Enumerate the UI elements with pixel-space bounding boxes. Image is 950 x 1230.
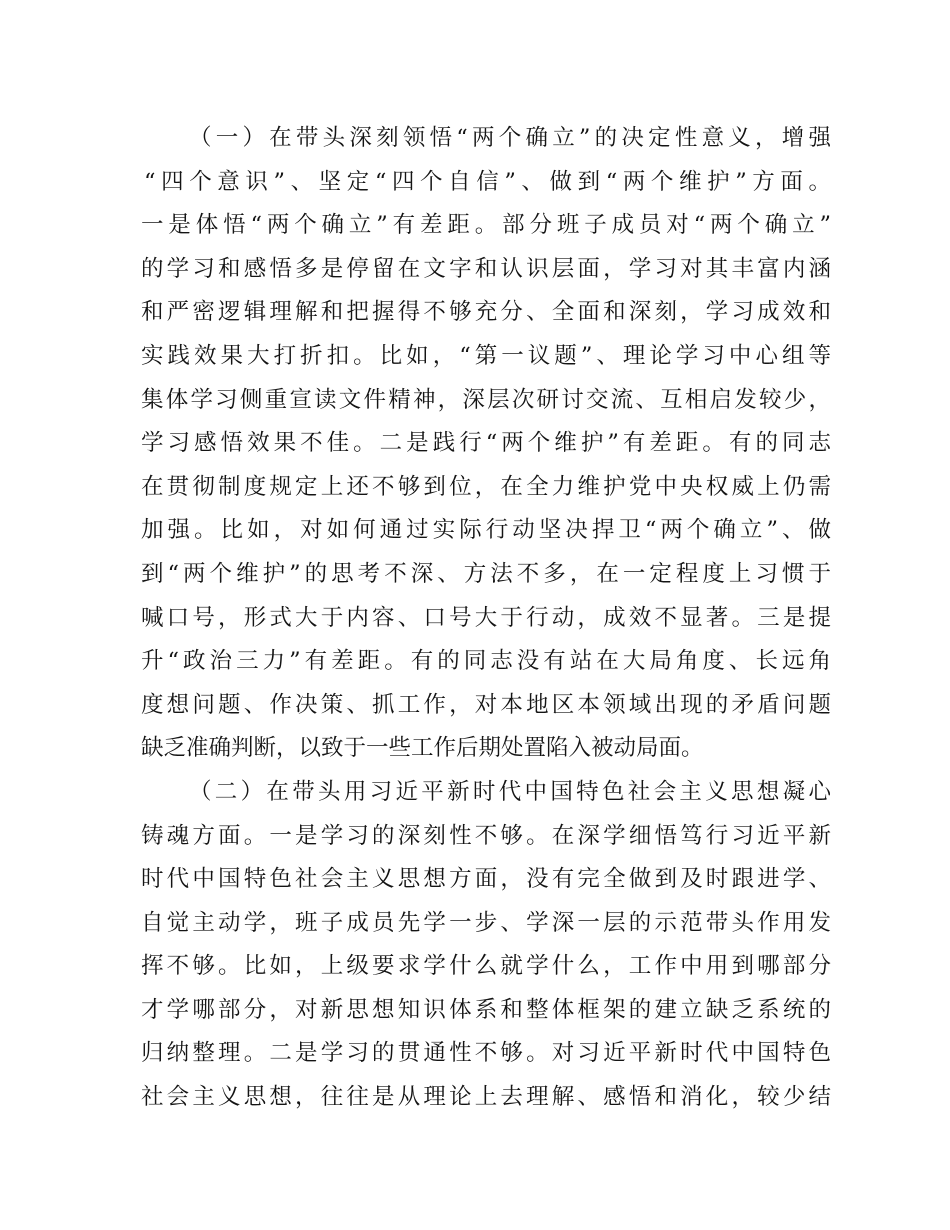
text-line: 铸魂方面。一是学习的深刻性不够。在深学细悟笃行习近平新 xyxy=(141,822,831,849)
text-line: 归纳整理。二是学习的贯通性不够。对习近平新时代中国特色 xyxy=(141,1040,831,1067)
text-line: 实践效果大打折扣。比如，“第一议题”、理论学习中心组等 xyxy=(141,342,831,369)
text-line: 在贯彻制度规定上还不够到位，在全力维护党中央权威上仍需 xyxy=(141,473,831,500)
text-line: 时代中国特色社会主义思想方面，没有完全做到及时跟进学、 xyxy=(141,866,831,893)
document-body xyxy=(141,117,831,1120)
text-line: 度想问题、作决策、抓工作，对本地区本领域出现的矛盾问题 xyxy=(141,691,831,718)
text-line: 一是体悟“两个确立”有差距。部分班子成员对“两个确立” xyxy=(141,212,831,239)
text-line: 到“两个维护”的思考不深、方法不多，在一定程度上习惯于 xyxy=(141,560,831,587)
text-line: 加强。比如，对如何通过实际行动坚决捍卫“两个确立”、做 xyxy=(141,517,831,544)
paragraph-2-heading-line: （二）在带头用习近平新时代中国特色社会主义思想凝心 xyxy=(189,778,831,805)
paragraph-1-last-line: 缺乏准确判断，以致于一些工作后期处置陷入被动局面。 xyxy=(141,735,704,762)
text-line: 喊口号，形式大于内容、口号大于行动，成效不显著。三是提 xyxy=(141,604,831,631)
text-line: 的学习和感悟多是停留在文字和认识层面，学习对其丰富内涵 xyxy=(141,255,831,282)
text-line: 挥不够。比如，上级要求学什么就学什么，工作中用到哪部分 xyxy=(141,953,831,980)
text-line: 和严密逻辑理解和把握得不够充分、全面和深刻，学习成效和 xyxy=(141,299,831,326)
text-line: 自觉主动学，班子成员先学一步、学深一层的示范带头作用发 xyxy=(141,909,831,936)
text-line: 才学哪部分，对新思想知识体系和整体框架的建立缺乏系统的 xyxy=(141,996,831,1023)
text-line: 学习感悟效果不佳。二是践行“两个维护”有差距。有的同志 xyxy=(141,430,831,457)
text-line: “四个意识”、坚定“四个自信”、做到“两个维护”方面。 xyxy=(144,168,831,195)
text-line: 集体学习侧重宣读文件精神，深层次研讨交流、互相启发较少， xyxy=(141,386,831,413)
text-line: 社会主义思想，往往是从理论上去理解、感悟和消化，较少结 xyxy=(141,1084,831,1111)
text-line: 升“政治三力”有差距。有的同志没有站在大局角度、长远角 xyxy=(141,648,831,675)
paragraph-1-heading-line: （一）在带头深刻领悟“两个确立”的决定性意义，增强 xyxy=(189,125,831,151)
